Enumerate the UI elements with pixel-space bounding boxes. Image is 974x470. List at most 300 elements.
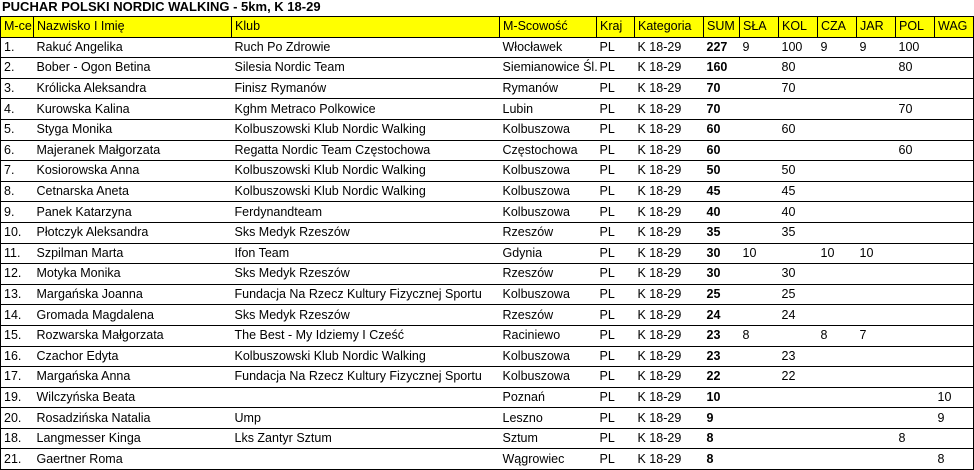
col-club-cell: Silesia Nordic Team [232,58,500,79]
col-sla-cell [740,78,779,99]
col-city-cell: Kolbuszowa [500,181,597,202]
col-pol-cell [896,367,935,388]
col-name-cell: Margańska Anna [34,367,232,388]
col-place-cell: 21. [1,449,34,470]
col-city-cell: Kolbuszowa [500,119,597,140]
col-club-cell [232,387,500,408]
col-city-cell: Kolbuszowa [500,346,597,367]
page-title: PUCHAR POLSKI NORDIC WALKING - 5km, K 18-29 [2,0,321,14]
col-city-cell: Rzeszów [500,222,597,243]
col-category-cell: K 18-29 [635,305,704,326]
col-name-cell: Płotczyk Aleksandra [34,222,232,243]
col-club-cell: Ruch Po Zdrowie [232,37,500,58]
col-cza-cell [818,284,857,305]
header-row [1,17,974,38]
col-name-cell: Margańska Joanna [34,284,232,305]
table-row [1,161,974,182]
col-place-cell: 4. [1,99,34,120]
col-cza-cell [818,305,857,326]
col-pol-cell [896,243,935,264]
header-col-cza: CZA [818,17,857,38]
table-row [1,222,974,243]
col-cza-cell [818,346,857,367]
col-city-cell: Rzeszów [500,305,597,326]
col-name-cell: Cetnarska Aneta [34,181,232,202]
col-city-cell: Leszno [500,408,597,429]
col-pol-cell [896,408,935,429]
col-wag-cell [935,222,974,243]
col-category-cell: K 18-29 [635,202,704,223]
col-category-cell: K 18-29 [635,428,704,449]
col-sum-cell: 160 [704,58,740,79]
col-name-cell: Kosiorowska Anna [34,161,232,182]
col-wag-cell [935,346,974,367]
table-row [1,78,974,99]
table-row [1,387,974,408]
col-kol-cell [779,428,818,449]
col-jar-cell [857,449,896,470]
col-category-cell: K 18-29 [635,140,704,161]
col-wag-cell: 9 [935,408,974,429]
col-country-cell: PL [597,119,635,140]
col-name-cell: Królicka Aleksandra [34,78,232,99]
table-row [1,449,974,470]
col-sla-cell: 9 [740,37,779,58]
col-country-cell: PL [597,325,635,346]
col-name-cell: Motyka Monika [34,264,232,285]
table-row [1,99,974,120]
col-name-cell: Rozwarska Małgorzata [34,325,232,346]
col-country-cell: PL [597,243,635,264]
col-category-cell: K 18-29 [635,449,704,470]
col-category-cell: K 18-29 [635,58,704,79]
col-sum-cell: 8 [704,449,740,470]
col-club-cell: Kolbuszowski Klub Nordic Walking [232,346,500,367]
col-city-cell: Kolbuszowa [500,161,597,182]
col-jar-cell [857,305,896,326]
col-category-cell: K 18-29 [635,367,704,388]
col-sla-cell: 10 [740,243,779,264]
table-row [1,428,974,449]
col-kol-cell: 30 [779,264,818,285]
col-cza-cell [818,387,857,408]
header-col-name: Nazwisko I Imię [34,17,232,38]
col-kol-cell: 80 [779,58,818,79]
col-wag-cell [935,119,974,140]
col-sum-cell: 227 [704,37,740,58]
col-club-cell: Fundacja Na Rzecz Kultury Fizycznej Sportu [232,367,500,388]
col-wag-cell [935,325,974,346]
col-kol-cell [779,449,818,470]
col-sum-cell: 50 [704,161,740,182]
col-place-cell: 15. [1,325,34,346]
col-sum-cell: 22 [704,367,740,388]
col-jar-cell: 7 [857,325,896,346]
col-category-cell: K 18-29 [635,346,704,367]
col-place-cell: 5. [1,119,34,140]
col-club-cell: Kolbuszowski Klub Nordic Walking [232,161,500,182]
col-country-cell: PL [597,202,635,223]
col-name-cell: Czachor Edyta [34,346,232,367]
col-cza-cell [818,78,857,99]
col-place-cell: 11. [1,243,34,264]
table-row [1,284,974,305]
col-name-cell: Gaertner Roma [34,449,232,470]
col-jar-cell [857,181,896,202]
col-pol-cell: 60 [896,140,935,161]
col-jar-cell [857,202,896,223]
col-name-cell: Szpilman Marta [34,243,232,264]
col-wag-cell [935,78,974,99]
col-city-cell: Raciniewo [500,325,597,346]
col-category-cell: K 18-29 [635,284,704,305]
col-wag-cell: 8 [935,449,974,470]
col-pol-cell [896,325,935,346]
col-jar-cell [857,428,896,449]
col-country-cell: PL [597,181,635,202]
col-jar-cell: 9 [857,37,896,58]
col-club-cell: Sks Medyk Rzeszów [232,222,500,243]
col-city-cell: Rzeszów [500,264,597,285]
table-row [1,367,974,388]
col-kol-cell: 70 [779,78,818,99]
col-cza-cell [818,58,857,79]
col-category-cell: K 18-29 [635,78,704,99]
col-category-cell: K 18-29 [635,161,704,182]
header-col-pol: POL [896,17,935,38]
col-sla-cell [740,119,779,140]
header-col-jar: JAR [857,17,896,38]
col-jar-cell [857,119,896,140]
col-sla-cell: 8 [740,325,779,346]
col-sla-cell [740,99,779,120]
col-name-cell: Langmesser Kinga [34,428,232,449]
table-row [1,58,974,79]
col-sla-cell [740,284,779,305]
col-wag-cell [935,58,974,79]
col-wag-cell [935,161,974,182]
col-sla-cell [740,428,779,449]
col-country-cell: PL [597,305,635,326]
col-jar-cell [857,367,896,388]
col-cza-cell [818,99,857,120]
col-sum-cell: 60 [704,119,740,140]
col-category-cell: K 18-29 [635,408,704,429]
col-pol-cell [896,346,935,367]
col-sum-cell: 23 [704,325,740,346]
col-category-cell: K 18-29 [635,99,704,120]
col-jar-cell [857,58,896,79]
col-wag-cell [935,202,974,223]
col-jar-cell [857,99,896,120]
col-country-cell: PL [597,264,635,285]
col-cza-cell [818,119,857,140]
col-place-cell: 7. [1,161,34,182]
col-jar-cell [857,408,896,429]
header-col-sum: SUM [704,17,740,38]
col-club-cell: Kolbuszowski Klub Nordic Walking [232,119,500,140]
col-name-cell: Majeranek Małgorzata [34,140,232,161]
col-sum-cell: 10 [704,387,740,408]
header-col-sla: SŁA [740,17,779,38]
table-row [1,305,974,326]
col-kol-cell [779,243,818,264]
col-kol-cell [779,325,818,346]
col-name-cell: Gromada Magdalena [34,305,232,326]
col-kol-cell: 22 [779,367,818,388]
col-category-cell: K 18-29 [635,325,704,346]
col-wag-cell [935,37,974,58]
col-club-cell: Ferdynandteam [232,202,500,223]
col-jar-cell [857,387,896,408]
col-name-cell: Rakuć Angelika [34,37,232,58]
col-club-cell: Regatta Nordic Team Częstochowa [232,140,500,161]
col-kol-cell: 35 [779,222,818,243]
col-country-cell: PL [597,387,635,408]
col-pol-cell: 70 [896,99,935,120]
table-row [1,264,974,285]
col-cza-cell [818,449,857,470]
col-place-cell: 10. [1,222,34,243]
col-cza-cell: 8 [818,325,857,346]
col-club-cell [232,449,500,470]
col-cza-cell [818,408,857,429]
col-sla-cell [740,264,779,285]
table-row [1,408,974,429]
col-country-cell: PL [597,346,635,367]
col-name-cell: Wilczyńska Beata [34,387,232,408]
col-wag-cell [935,181,974,202]
col-wag-cell [935,140,974,161]
col-sum-cell: 40 [704,202,740,223]
col-country-cell: PL [597,78,635,99]
table-row [1,202,974,223]
col-jar-cell [857,222,896,243]
col-place-cell: 17. [1,367,34,388]
col-sla-cell [740,181,779,202]
col-place-cell: 18. [1,428,34,449]
col-sum-cell: 25 [704,284,740,305]
col-sla-cell [740,387,779,408]
col-country-cell: PL [597,408,635,429]
col-country-cell: PL [597,58,635,79]
col-city-cell: Sztum [500,428,597,449]
col-sla-cell [740,140,779,161]
col-club-cell: Lks Zantyr Sztum [232,428,500,449]
col-sla-cell [740,408,779,429]
col-kol-cell [779,99,818,120]
col-pol-cell [896,305,935,326]
col-wag-cell [935,367,974,388]
col-club-cell: Kolbuszowski Klub Nordic Walking [232,181,500,202]
col-place-cell: 3. [1,78,34,99]
col-cza-cell [818,161,857,182]
header-col-place: M-ce [1,17,34,38]
col-place-cell: 1. [1,37,34,58]
col-club-cell: Fundacja Na Rzecz Kultury Fizycznej Sportu [232,284,500,305]
col-club-cell: Kghm Metraco Polkowice [232,99,500,120]
col-cza-cell [818,264,857,285]
col-place-cell: 2. [1,58,34,79]
col-pol-cell [896,119,935,140]
col-place-cell: 16. [1,346,34,367]
col-pol-cell: 80 [896,58,935,79]
col-sum-cell: 24 [704,305,740,326]
col-cza-cell: 10 [818,243,857,264]
col-sla-cell [740,161,779,182]
col-cza-cell: 9 [818,37,857,58]
col-kol-cell [779,387,818,408]
col-place-cell: 8. [1,181,34,202]
table-row [1,140,974,161]
col-jar-cell: 10 [857,243,896,264]
col-kol-cell: 50 [779,161,818,182]
header-col-country: Kraj [597,17,635,38]
col-kol-cell: 40 [779,202,818,223]
col-sum-cell: 70 [704,78,740,99]
header-col-category: Kategoria [635,17,704,38]
table-row [1,243,974,264]
col-place-cell: 12. [1,264,34,285]
col-name-cell: Rosadzińska Natalia [34,408,232,429]
col-category-cell: K 18-29 [635,387,704,408]
col-club-cell: The Best - My Idziemy I Cześć [232,325,500,346]
col-wag-cell [935,284,974,305]
col-place-cell: 13. [1,284,34,305]
col-wag-cell [935,99,974,120]
col-category-cell: K 18-29 [635,222,704,243]
table-row [1,325,974,346]
col-city-cell: Gdynia [500,243,597,264]
col-kol-cell: 60 [779,119,818,140]
col-club-cell: Ump [232,408,500,429]
table-row [1,37,974,58]
table-row [1,119,974,140]
col-place-cell: 20. [1,408,34,429]
col-cza-cell [818,181,857,202]
col-kol-cell [779,408,818,429]
col-city-cell: Poznań [500,387,597,408]
col-city-cell: Kolbuszowa [500,284,597,305]
col-wag-cell: 10 [935,387,974,408]
col-country-cell: PL [597,284,635,305]
col-sum-cell: 60 [704,140,740,161]
col-pol-cell [896,222,935,243]
col-pol-cell [896,78,935,99]
col-sum-cell: 30 [704,264,740,285]
col-city-cell: Częstochowa [500,140,597,161]
col-city-cell: Włocławek [500,37,597,58]
col-sla-cell [740,346,779,367]
col-jar-cell [857,284,896,305]
col-wag-cell [935,305,974,326]
col-sla-cell [740,367,779,388]
col-place-cell: 9. [1,202,34,223]
col-kol-cell [779,140,818,161]
col-city-cell: Wągrowiec [500,449,597,470]
col-pol-cell [896,264,935,285]
col-cza-cell [818,367,857,388]
col-wag-cell [935,264,974,285]
col-kol-cell: 25 [779,284,818,305]
table-row [1,346,974,367]
col-city-cell: Siemianowice Śl. [500,58,597,79]
col-cza-cell [818,222,857,243]
header-col-kol: KOL [779,17,818,38]
col-jar-cell [857,78,896,99]
col-sla-cell [740,222,779,243]
header-col-club: Klub [232,17,500,38]
col-category-cell: K 18-29 [635,243,704,264]
col-kol-cell: 23 [779,346,818,367]
col-cza-cell [818,140,857,161]
col-city-cell: Lubin [500,99,597,120]
col-city-cell: Kolbuszowa [500,202,597,223]
col-country-cell: PL [597,428,635,449]
col-sum-cell: 35 [704,222,740,243]
col-pol-cell [896,181,935,202]
col-country-cell: PL [597,99,635,120]
col-sum-cell: 9 [704,408,740,429]
table-body [1,37,974,469]
col-country-cell: PL [597,140,635,161]
col-cza-cell [818,202,857,223]
col-country-cell: PL [597,367,635,388]
col-sla-cell [740,58,779,79]
col-sla-cell [740,449,779,470]
col-wag-cell [935,428,974,449]
col-sla-cell [740,202,779,223]
col-sum-cell: 23 [704,346,740,367]
col-cza-cell [818,428,857,449]
col-name-cell: Kurowska Kalina [34,99,232,120]
col-name-cell: Styga Monika [34,119,232,140]
col-sum-cell: 8 [704,428,740,449]
col-place-cell: 6. [1,140,34,161]
col-club-cell: Finisz Rymanów [232,78,500,99]
col-category-cell: K 18-29 [635,181,704,202]
col-pol-cell [896,387,935,408]
col-pol-cell [896,449,935,470]
col-pol-cell [896,161,935,182]
col-club-cell: Ifon Team [232,243,500,264]
col-jar-cell [857,161,896,182]
col-category-cell: K 18-29 [635,37,704,58]
col-pol-cell: 8 [896,428,935,449]
header-col-city: M-Scowość [500,17,597,38]
col-category-cell: K 18-29 [635,264,704,285]
col-club-cell: Sks Medyk Rzeszów [232,305,500,326]
col-place-cell: 19. [1,387,34,408]
col-category-cell: K 18-29 [635,119,704,140]
col-country-cell: PL [597,161,635,182]
results-table [0,16,974,470]
col-city-cell: Rymanów [500,78,597,99]
col-kol-cell: 24 [779,305,818,326]
col-country-cell: PL [597,222,635,243]
col-pol-cell [896,202,935,223]
table-row [1,181,974,202]
col-kol-cell: 45 [779,181,818,202]
col-country-cell: PL [597,37,635,58]
col-sum-cell: 30 [704,243,740,264]
col-name-cell: Bober - Ogon Betina [34,58,232,79]
col-kol-cell: 100 [779,37,818,58]
col-wag-cell [935,243,974,264]
col-sum-cell: 45 [704,181,740,202]
col-jar-cell [857,346,896,367]
col-sum-cell: 70 [704,99,740,120]
